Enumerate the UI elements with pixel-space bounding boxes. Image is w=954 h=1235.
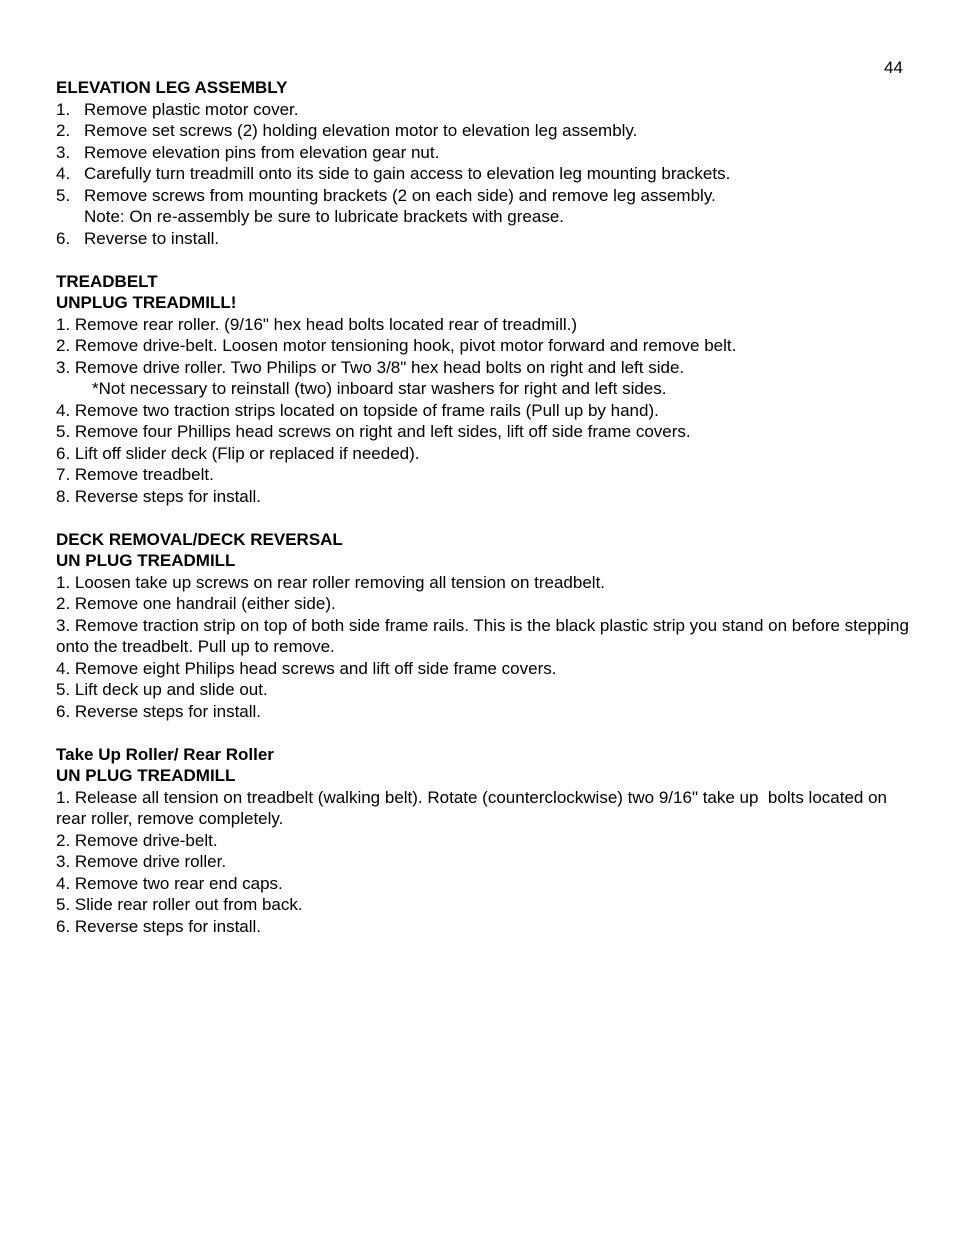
section-spacer [56,507,916,529]
step-text: Remove screws from mounting brackets (2 on each side) and remove leg assembly. [84,185,716,205]
list-item: 4. Remove two traction strips located on topside of frame rails (Pull up by hand). [56,400,659,420]
list-item [56,142,916,164]
list-item: 3. Remove traction strip on top of both side frame rails. This is the black plastic strip you stand on before stepping onto the treadbelt. Pull up to remove. [56,615,909,656]
section-take-up-roller [56,744,916,938]
section-heading: DECK REMOVAL/DECK REVERSAL [56,529,343,549]
document-body [56,77,916,937]
step-note: *Not necessary to reinstall (two) inboard star washers for right and left sides. [92,379,667,398]
section-heading: TREADBELT [56,271,158,291]
list-item: 1. Release all tension on treadbelt (walking belt). Rotate (counterclockwise) two 9/16" take up bolts located on rear roller, remove completely. [56,787,892,828]
section-warning: UN PLUG TREADMILL [56,551,236,570]
list-item [56,99,916,121]
list-item: 1. Remove rear roller. (9/16" hex head bolts located rear of treadmill.) [56,314,578,334]
list-item [56,120,916,142]
list-item: 7. Remove treadbelt. [56,465,214,484]
page-number: 44 [884,58,903,77]
section-elevation-leg-assembly [56,77,916,249]
list-item: 5. Remove four Phillips head screws on right and left sides, lift off side frame covers. [56,422,691,441]
section-treadbelt [56,271,916,508]
step-number: 4. [56,164,71,183]
section-warning: UNPLUG TREADMILL! [56,293,237,312]
step-number: 3. [56,142,71,162]
list-item: 5. Slide rear roller out from back. [56,895,303,914]
list-item: 2. Remove drive-belt. [56,830,218,850]
list-item [56,163,916,185]
step-number: 1. [56,99,71,119]
step-text: Remove elevation pins from elevation gear nut. [84,142,440,162]
step-note: Note: On re-assembly be sure to lubricate brackets with grease. [84,207,564,226]
list-item: 5. Lift deck up and slide out. [56,680,268,699]
list-item: 4. Remove two rear end caps. [56,873,283,893]
section-warning: UN PLUG TREADMILL [56,766,236,785]
section-deck-removal [56,529,916,723]
list-item: 6. Lift off slider deck (Flip or replaced if needed). [56,443,420,463]
list-item: 6. Reverse steps for install. [56,916,262,936]
section-heading: Take Up Roller/ Rear Roller [56,744,274,764]
list-item [56,228,916,250]
list-item: 6. Reverse steps for install. [56,701,262,721]
list-item: 3. Remove drive roller. [56,852,227,871]
list-item [56,185,916,207]
section-spacer [56,722,916,744]
step-number: 2. [56,121,71,140]
section-spacer [56,249,916,271]
step-number: 5. [56,185,71,205]
list-item: 4. Remove eight Philips head screws and lift off side frame covers. [56,658,557,678]
step-text: Remove set screws (2) holding elevation motor to elevation leg assembly. [84,121,638,140]
list-item: 8. Reverse steps for install. [56,486,262,506]
step-text: Remove plastic motor cover. [84,99,299,119]
list-item: 1. Loosen take up screws on rear roller removing all tension on treadbelt. [56,572,606,592]
list-item: 3. Remove drive roller. Two Philips or Two 3/8" hex head bolts on right and left side. [56,357,685,377]
step-text: Reverse to install. [84,228,220,248]
step-text: Carefully turn treadmill onto its side to gain access to elevation leg mounting brackets. [84,164,731,183]
list-item: 2. Remove one handrail (either side). [56,594,336,613]
step-number: 6. [56,228,71,248]
list-item: 2. Remove drive-belt. Loosen motor tensioning hook, pivot motor forward and remove belt. [56,336,737,355]
section-heading: ELEVATION LEG ASSEMBLY [56,78,288,97]
